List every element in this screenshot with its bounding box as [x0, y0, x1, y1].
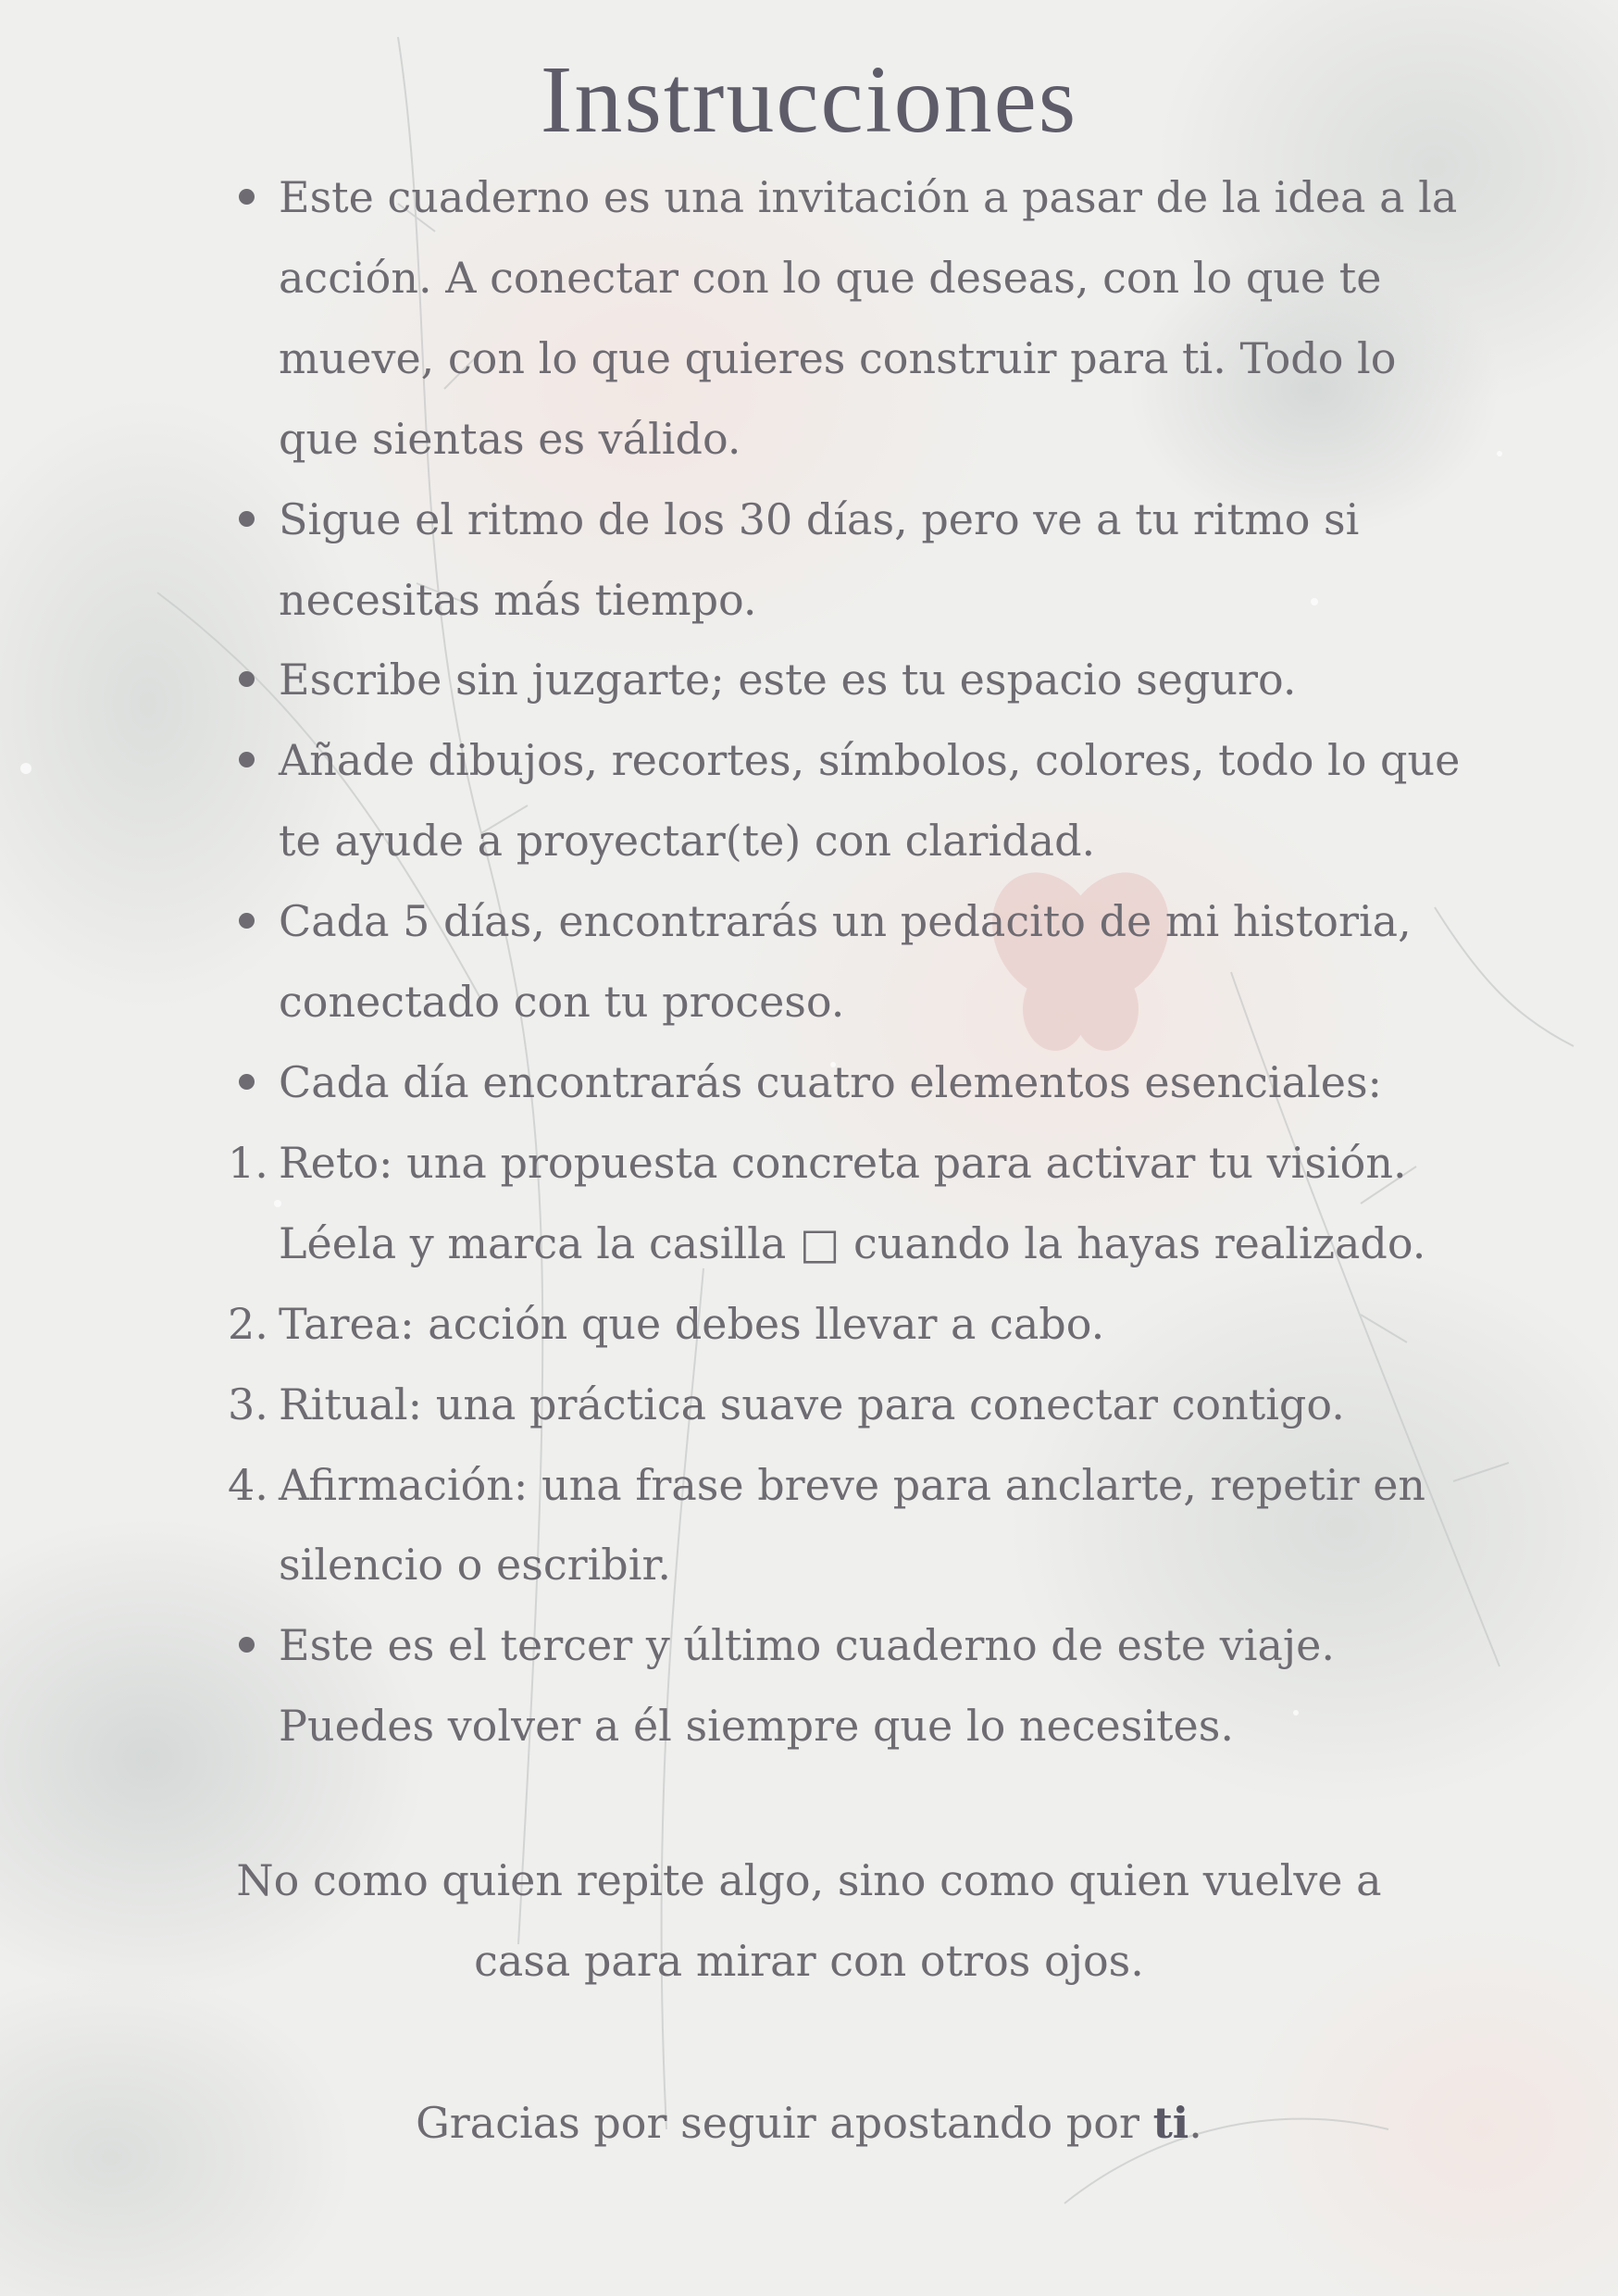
bullet-dot-icon [239, 511, 255, 527]
item-text: Ritual: una práctica suave para conectar contigo. [279, 1379, 1345, 1429]
thanks-emphasis: ti [1152, 2098, 1189, 2148]
item-text: Afirmación: una frase breve para anclarte, repetir en silencio o escribir. [279, 1459, 1426, 1591]
thanks-line [0, 2083, 1618, 2164]
thanks-prefix: Gracias por seguir apostando por [416, 2098, 1153, 2148]
instructions-list [228, 157, 1468, 1766]
item-text: Este cuaderno es una invitación a pasar de la idea a la acción. A conectar con lo que deseas, con lo que te mueve, con lo que quieres construir para ti. Todo lo que sientas es válido. [279, 172, 1458, 464]
item-text: Añade dibujos, recortes, símbolos, colores, todo lo que te ayude a proyectar(te) con claridad. [279, 735, 1461, 867]
item-number: 2. [228, 1298, 268, 1349]
thanks-suffix: . [1189, 2098, 1202, 2148]
bullet-dot-icon [239, 1637, 255, 1653]
item-text: Sigue el ritmo de los 30 días, pero ve a tu ritmo si necesitas más tiempo. [279, 493, 1360, 625]
bullet-item [228, 157, 1468, 480]
bullet-item [228, 1605, 1468, 1766]
closing-text [0, 1841, 1618, 2002]
bullet-item [228, 720, 1468, 881]
bullet-item [228, 881, 1468, 1042]
item-text: Cada día encontrarás cuatro elementos esenciales: [279, 1056, 1383, 1107]
item-number: 3. [228, 1379, 268, 1429]
bullet-dot-icon [239, 671, 255, 687]
bullet-dot-icon [239, 189, 255, 205]
closing-line-1: No como quien repite algo, sino como quien vuelve a [236, 1855, 1382, 1905]
item-number: 4. [228, 1459, 268, 1510]
item-text: Cada 5 días, encontrarás un pedacito de mi historia, conectado con tu proceso. [279, 896, 1412, 1028]
item-number: 1. [228, 1137, 268, 1188]
closing-line-2: casa para mirar con otros ojos. [474, 1935, 1144, 1986]
item-text: Escribe sin juzgarte; este es tu espacio seguro. [279, 655, 1297, 705]
bullet-item [228, 1042, 1468, 1123]
bullet-item [228, 640, 1468, 720]
page-title: Instrucciones [540, 46, 1078, 153]
numbered-item [228, 1365, 1468, 1445]
numbered-item [228, 1284, 1468, 1365]
numbered-item [228, 1445, 1468, 1606]
bullet-dot-icon [239, 752, 255, 767]
bullet-item [228, 480, 1468, 641]
numbered-item [228, 1123, 1468, 1284]
item-text: Tarea: acción que debes llevar a cabo. [279, 1298, 1105, 1349]
bullet-dot-icon [239, 913, 255, 929]
item-text: Reto: una propuesta concreta para activar tu visión. Léela y marca la casilla □ cuando la hayas realizado. [279, 1137, 1426, 1268]
bullet-dot-icon [239, 1074, 255, 1090]
item-text: Este es el tercer y último cuaderno de este viaje. Puedes volver a él siempre que lo necesites. [279, 1620, 1335, 1752]
